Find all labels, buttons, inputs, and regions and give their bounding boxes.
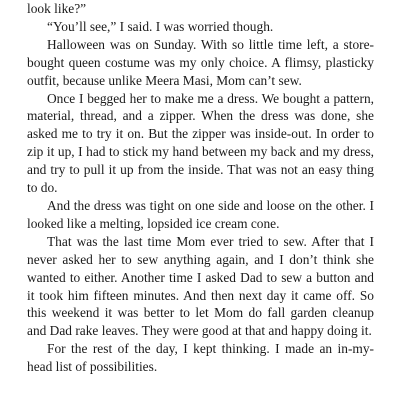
paragraph: For the rest of the day, I kept thinking. I made an in-my-head list of possibilities. <box>27 341 374 375</box>
paragraph: That was the last time Mom ever tried to sew. After that I never asked her to sew anything again, and I don’t think she wanted to either. Another time I asked Dad to sew a button and it took him fifteen minutes. And then next day it came off. So this weekend it was better to let Mom do fall garden cleanup and Dad rake leaves. They were good at that and happy doing it. <box>27 233 374 339</box>
paragraph: Once I begged her to make me a dress. We bought a pattern, material, thread, and a zipper. When the dress was done, she asked me to try it on. But the zipper was inside-out. In order to zip it up, I had to stick my hand between my back and my dress, and try to pull it up from the inside. That was not an easy thing to do. <box>27 90 374 196</box>
paragraph: And the dress was tight on one side and loose on the other. I looked like a melting, lopsided ice cream cone. <box>27 197 374 231</box>
paragraph: look like?” <box>27 1 87 16</box>
paragraph: Halloween was on Sunday. With so little time left, a store-bought queen costume was my only choice. A flimsy, plasticky outfit, because unlike Meera Masi, Mom can’t sew. <box>27 36 374 88</box>
paragraph: “You’ll see,” I said. I was worried though. <box>47 18 274 34</box>
